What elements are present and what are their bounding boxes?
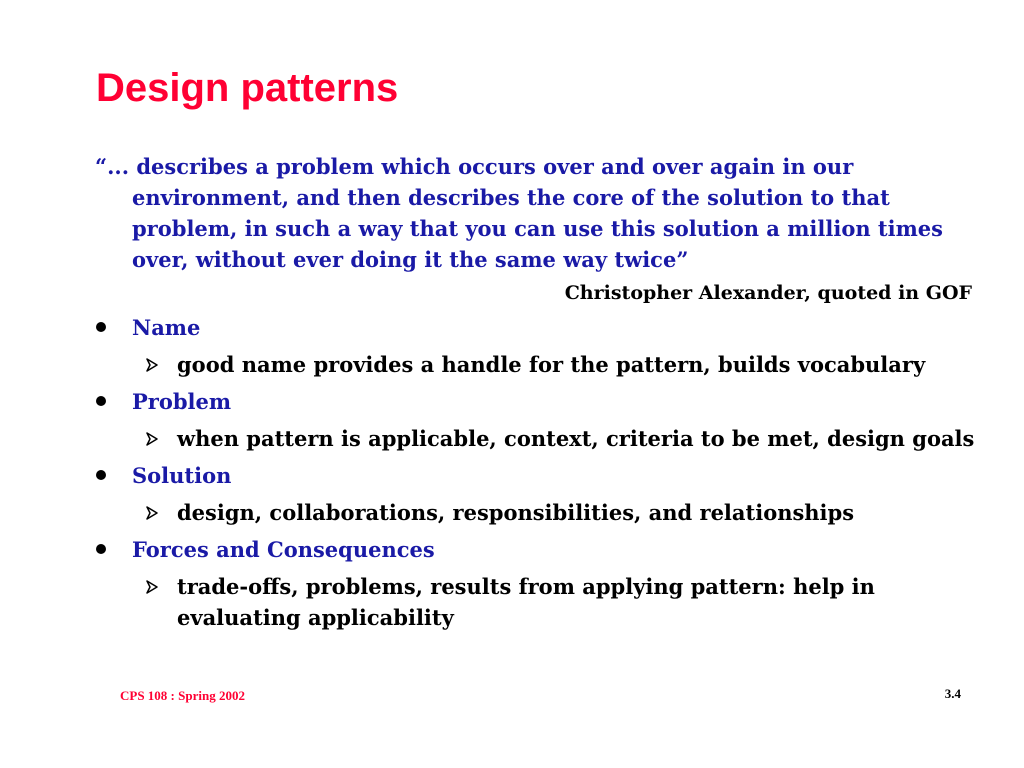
arrowhead-icon <box>146 580 158 594</box>
quote-text: “... describes a problem which occurs over and over again in our environment, and then describes the core of the solution to that problem, in such a way that you can use this solution a million times over, without ever doing it the same way twice” <box>95 154 943 272</box>
sub-bullet-text: when pattern is applicable, context, criteria to be met, design goals <box>177 426 975 451</box>
bullet-label: Problem <box>132 389 232 414</box>
slide-number: 3.4 <box>944 686 961 701</box>
arrowhead-icon <box>146 506 158 520</box>
arrowhead-icon <box>146 358 158 372</box>
bullet-dot-icon <box>96 544 106 554</box>
bullet-label: Solution <box>132 463 232 488</box>
bullet-label: Forces and Consequences <box>132 537 435 562</box>
footer-course: CPS 108 : Spring 2002 <box>120 688 245 703</box>
arrowhead-icon <box>146 432 158 446</box>
sub-bullet-text: good name provides a handle for the pattern, builds vocabulary <box>177 352 926 377</box>
sub-bullet-text: trade-offs, problems, results from applying pattern: help in evaluating applicability <box>177 574 875 630</box>
bullet-dot-icon <box>96 470 106 480</box>
bullet-dot-icon <box>96 322 106 332</box>
bullet-dot-icon <box>96 396 106 406</box>
bullet-label: Name <box>132 315 201 340</box>
quote-attribution: Christopher Alexander, quoted in GOF <box>564 282 972 304</box>
sub-bullet-text: design, collaborations, responsibilities, and relationships <box>177 500 855 525</box>
slide-title: Design patterns <box>96 66 399 110</box>
